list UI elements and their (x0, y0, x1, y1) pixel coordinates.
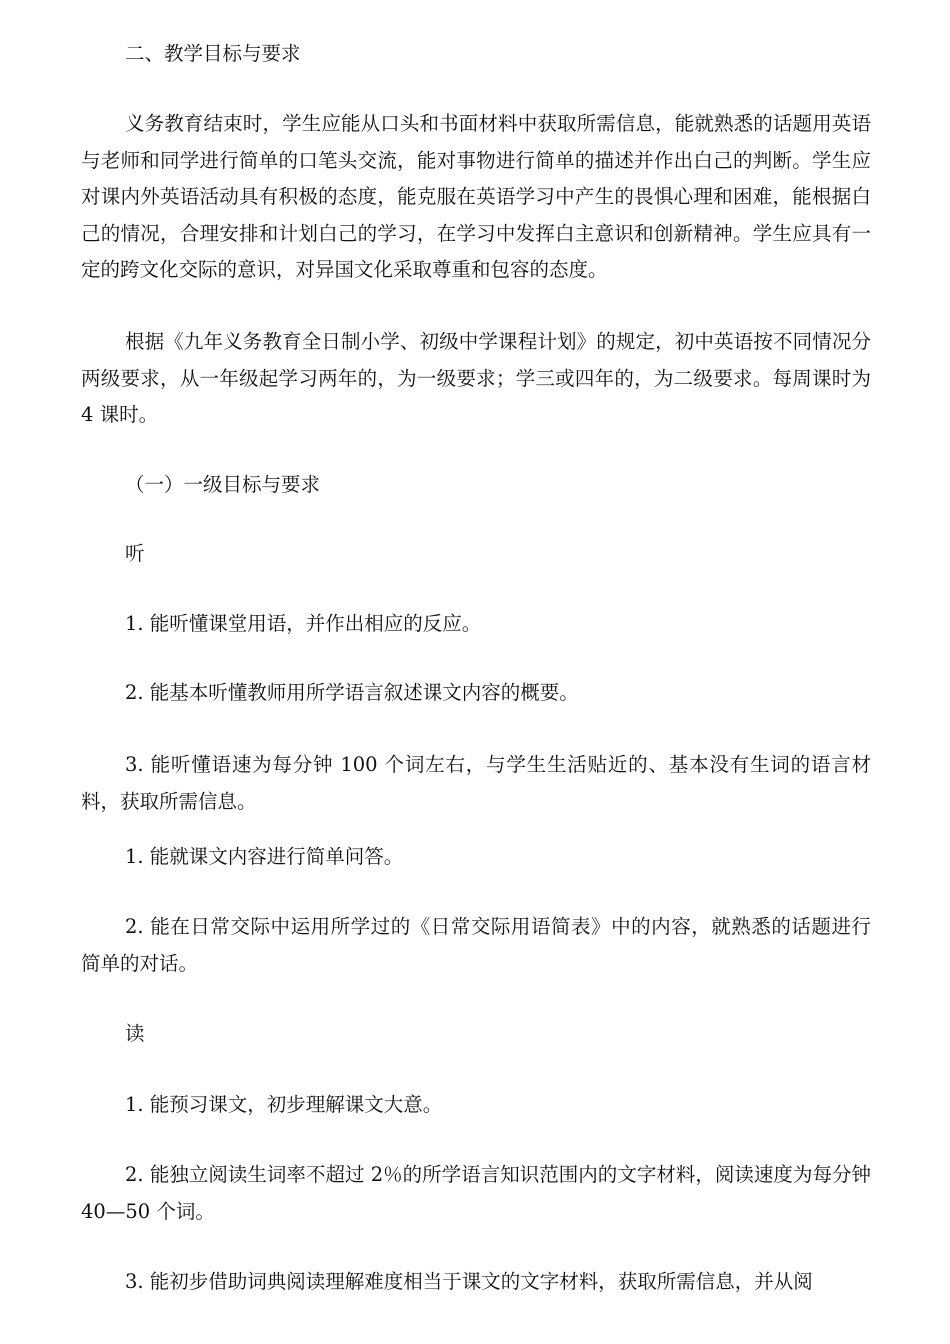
list-item: 1. 能预习课文，初步理解课文大意。 (125, 1093, 443, 1116)
list-item: 2. 能在日常交际中运用所学过的《日常交际用语简表》中的内容，就熟悉的话题进行简单的对话。 (81, 915, 871, 975)
body-paragraph-goals: 义务教育结束时，学生应能从口头和书面材料中获取所需信息，能就熟悉的话题用英语与老师和同学进行简单的口笔头交流，能对事物进行简单的描述并作出白己的判断。学生应对课内外英语活动具有积极的态度，能克服在英语学习中产生的畏惧心理和困难，能根据白己的情况，合理安排和计划白己的学习，在学习中发挥白主意识和创新精神。学生应具有一定的跨文化交际的意识，对异国文化采取尊重和包容的态度。 (81, 112, 871, 281)
subsection-heading: （一）一级目标与要求 (125, 473, 321, 496)
list-item: 1. 能听懂课堂用语，并作出相应的反应。 (125, 612, 482, 635)
skill-heading-reading: 读 (125, 1022, 145, 1045)
list-item: 3. 能初步借助词典阅读理解难度相当于课文的文字材料，获取所需信息，并从阅 (125, 1270, 813, 1293)
body-paragraph-levels: 根据《九年义务教育全日制小学、初级中学课程计划》的规定，初中英语按不同情况分两级要求，从一年级起学习两年的，为一级要求；学三或四年的，为二级要求。每周课时为 4 课时。 (81, 330, 871, 426)
list-item: 1. 能就课文内容进行简单问答。 (125, 845, 404, 868)
section-heading: 二、教学目标与要求 (125, 42, 301, 65)
list-item: 2. 能独立阅读生词率不超过 2％的所学语言知识范围内的文字材料，阅读速度为每分钟 40—50 个词。 (81, 1163, 871, 1223)
list-item: 3. 能听懂语速为每分钟 100 个词左右，与学生生活贴近的、基本没有生词的语言材料，获取所需信息。 (81, 753, 871, 813)
skill-heading-listening: 听 (125, 542, 145, 565)
list-item: 2. 能基本听懂教师用所学语言叙述课文内容的概要。 (125, 681, 579, 704)
